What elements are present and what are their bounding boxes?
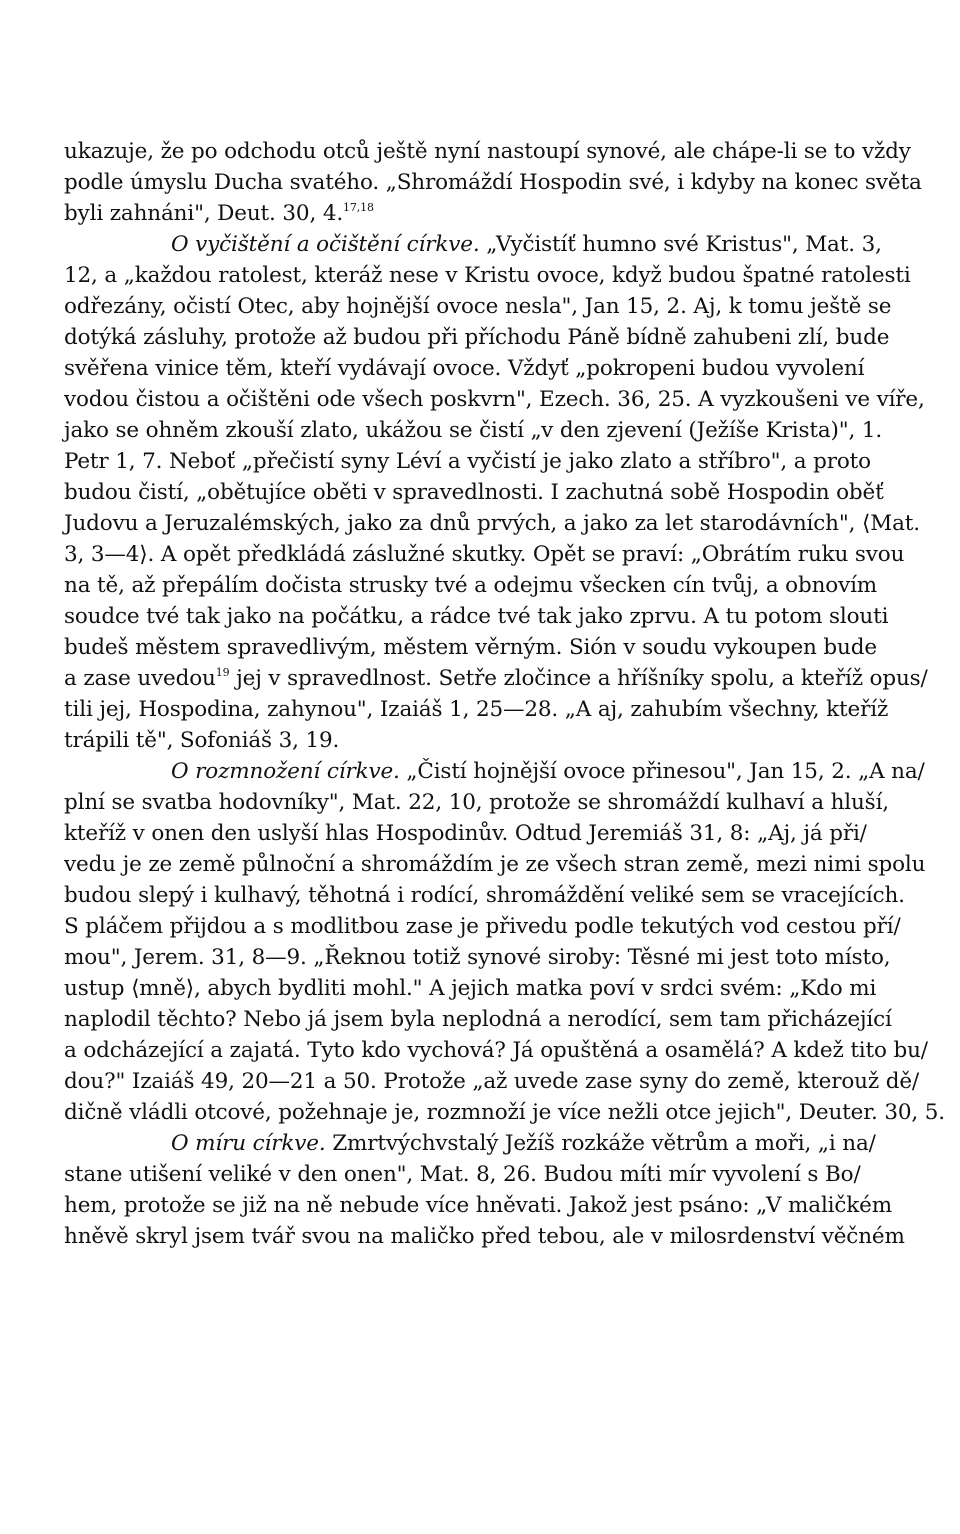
text-line bbox=[64, 911, 904, 942]
line-text: Zmrtvýchvstalý Ježíš rozkáže větrům a moři, „i na/ bbox=[325, 1131, 876, 1156]
text-line bbox=[64, 632, 904, 663]
line-text: a zase uvedou bbox=[64, 666, 216, 691]
text-line bbox=[64, 1097, 945, 1128]
text-line bbox=[64, 663, 928, 694]
text-line bbox=[64, 942, 904, 973]
text-line bbox=[64, 1159, 904, 1190]
line-text: byli zahnáni", Deut. 30, 4. bbox=[64, 201, 344, 226]
text-line bbox=[64, 725, 904, 756]
text-line bbox=[64, 601, 904, 632]
section-line bbox=[64, 756, 925, 787]
line-text: hněvě skryl jsem tvář svou na maličko před tebou, ale v milosrdenství věčném bbox=[64, 1224, 905, 1249]
line-text: „Čistí hojnější ovoce přinesou", Jan 15, 2. „A na/ bbox=[399, 759, 925, 784]
line-text: hem, protože se již na ně nebude více hněvati. Jakož jest psáno: „V maličkém bbox=[64, 1193, 892, 1218]
line-text: tili jej, Hospodina, zahynou", Izaiáš 1, 25—28. „A aj, zahubím všechny, kteříž bbox=[64, 697, 889, 722]
text-line bbox=[64, 446, 904, 477]
line-text: mou", Jerem. 31, 8—9. „Řeknou totiž synové siroby: Těsné mi jest toto místo, bbox=[64, 945, 891, 970]
text-line bbox=[64, 508, 920, 539]
line-text: podle úmyslu Ducha svatého. „Shromáždí Hospodin své, i kdyby na konec světa bbox=[64, 170, 922, 195]
line-text: jej v spravedlnost. Setře zločince a hříšníky spolu, a kteříž opus/ bbox=[229, 666, 928, 691]
line-text: a odcházející a zajatá. Tyto kdo vychová? Já opuštěná a osamělá? A kdež tito bu/ bbox=[64, 1038, 928, 1063]
text-line bbox=[64, 136, 911, 167]
section-line bbox=[64, 1128, 904, 1159]
section-title: O rozmnožení církve. bbox=[171, 759, 400, 784]
text-line bbox=[64, 818, 904, 849]
line-text: budou čistí, „obětujíce oběti v spravedlnosti. I zachutná sobě Hospodin oběť bbox=[64, 480, 884, 505]
line-text: naplodil těchto? Nebo já jsem byla neplodná a nerodící, sem tam přicházející bbox=[64, 1007, 892, 1032]
line-text: jako se ohněm zkouší zlato, ukážou se čistí „v den zjevení (Ježíše Krista)", 1. bbox=[64, 418, 883, 443]
line-text: soudce tvé tak jako na počátku, a rádce tvé tak jako zprvu. A tu potom slouti bbox=[64, 604, 889, 629]
line-text: dičně vládli otcové, požehnaje je, rozmnoží je více nežli otce jejich", Deuter. 30, 5. bbox=[64, 1100, 945, 1125]
line-text: odřezány, očistí Otec, aby hojnější ovoce nesla", Jan 15, 2. Aj, k tomu ještě se bbox=[64, 294, 892, 319]
text-line bbox=[64, 787, 904, 818]
line-text: 12, a „každou ratolest, kteráž nese v Kristu ovoce, když budou špatné ratolesti bbox=[64, 263, 911, 288]
text-line bbox=[64, 415, 904, 446]
line-text: stane utišení veliké v den onen", Mat. 8, 26. Budou míti mír vyvolení s Bo/ bbox=[64, 1162, 861, 1187]
line-text: S pláčem přijdou a s modlitbou zase je přivedu podle tekutých vod cestou pří/ bbox=[64, 914, 901, 939]
text-line bbox=[64, 1190, 904, 1221]
text-line bbox=[64, 973, 904, 1004]
line-text: kteříž v onen den uslyší hlas Hospodinův. Odtud Jeremiáš 31, 8: „Aj, já při/ bbox=[64, 821, 867, 846]
text-line bbox=[64, 1035, 928, 1066]
text-line bbox=[64, 1221, 904, 1252]
text-line bbox=[64, 353, 904, 384]
line-text: ukazuje, že po odchodu otců ještě nyní nastoupí synové, ale chápe-li se to vždy bbox=[64, 139, 911, 164]
line-text: plní se svatba hodovníky", Mat. 22, 10, protože se shromáždí kulhaví a hluší, bbox=[64, 790, 889, 815]
text-line bbox=[64, 694, 904, 725]
line-text: dou?" Izaiáš 49, 20—21 a 50. Protože „až uvede zase syny do země, kterouž dě/ bbox=[64, 1069, 919, 1094]
section-title: O míru církve. bbox=[171, 1131, 326, 1156]
text-line bbox=[64, 1004, 904, 1035]
line-text: ustup ⟨mně⟩, abych bydliti mohl." A jejich matka poví v srdci svém: „Kdo mi bbox=[64, 976, 877, 1001]
line-text: svěřena vinice těm, kteří vydávají ovoce. Vždyť „pokropeni budou vyvolení bbox=[64, 356, 865, 381]
text-line bbox=[64, 167, 922, 198]
text-line bbox=[64, 570, 904, 601]
footnote-ref: 19 bbox=[215, 666, 230, 679]
text-line bbox=[64, 539, 904, 570]
line-text: Petr 1, 7. Neboť „přečistí syny Léví a vyčistí je jako zlato a stříbro", a proto bbox=[64, 449, 871, 474]
line-text: dotýká zásluhy, protože až budou při příchodu Páně bídně zahubeni zlí, bude bbox=[64, 325, 890, 350]
line-text: trápili tě", Sofoniáš 3, 19. bbox=[64, 728, 340, 753]
footnote-ref: 17,18 bbox=[343, 201, 374, 214]
text-line bbox=[64, 1066, 919, 1097]
text-line bbox=[64, 849, 926, 880]
text-line bbox=[64, 322, 904, 353]
line-text: vedu je ze země půlnoční a shromáždím je ze všech stran země, mezi nimi spolu bbox=[64, 852, 926, 877]
text-line bbox=[64, 198, 904, 229]
section-line bbox=[64, 229, 904, 260]
line-text: budou slepý i kulhavý, těhotná i rodící, shromáždění veliké sem se vracejících. bbox=[64, 883, 905, 908]
text-line bbox=[64, 260, 911, 291]
text-line bbox=[64, 477, 904, 508]
line-text: na tě, až přepálím dočista strusky tvé a odejmu všecken cín tvůj, a obnovím bbox=[64, 573, 878, 598]
section-title: O vyčištění a očištění církve. bbox=[171, 232, 480, 257]
line-text: Judovu a Jeruzalémských, jako za dnů prvých, a jako za let starodávních", ⟨Mat. bbox=[64, 511, 920, 536]
line-text: budeš městem spravedlivým, městem věrným. Sión v soudu vykoupen bude bbox=[64, 635, 877, 660]
text-line bbox=[64, 880, 904, 911]
text-line bbox=[64, 291, 904, 322]
text-line bbox=[64, 384, 925, 415]
line-text: „Vyčistíť humno své Kristus", Mat. 3, bbox=[479, 232, 882, 257]
page-text bbox=[64, 136, 945, 1252]
line-text: 3, 3—4⟩. A opět předkládá záslužné skutky. Opět se praví: „Obrátím ruku svou bbox=[64, 542, 905, 567]
line-text: vodou čistou a očištěni ode všech poskvrn", Ezech. 36, 25. A vyzkoušeni ve víře, bbox=[64, 387, 925, 412]
